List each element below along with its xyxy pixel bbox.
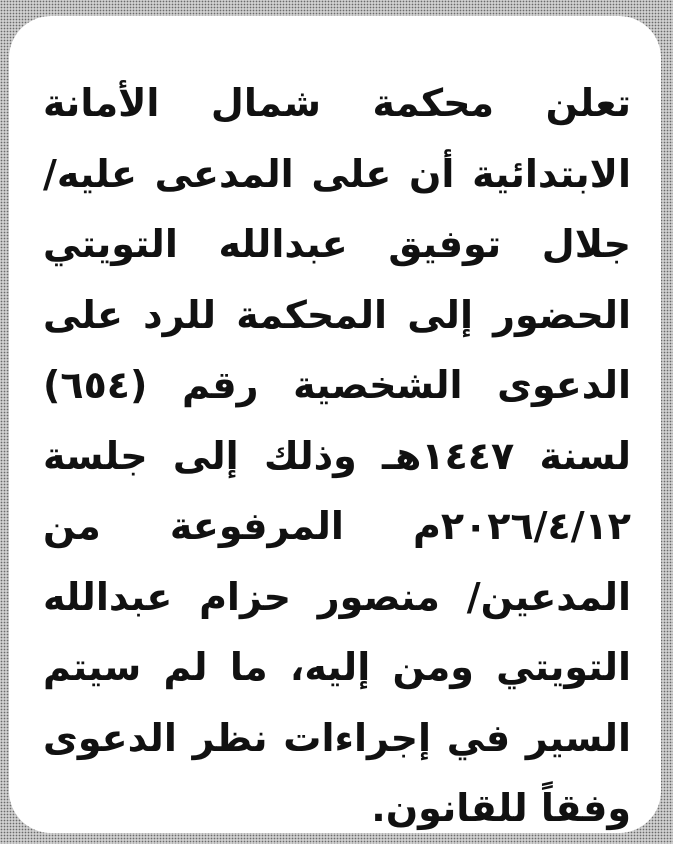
notice-line-5: الدعوى الشخصية رقم (٦٥٤) bbox=[43, 363, 631, 407]
notice-line-8: المدعين/ منصور حزام عبدالله bbox=[43, 574, 631, 619]
notice-line-1: تعلن محكمة شمال الأمانة bbox=[43, 81, 631, 125]
notice-line-11: وفقاً للقانون. bbox=[371, 786, 631, 830]
notice-text bbox=[43, 68, 631, 833]
notice-card bbox=[9, 16, 661, 833]
notice-line-2: الابتدائية أن على المدعى عليه/ bbox=[43, 151, 631, 196]
notice-line-3: جلال توفيق عبدالله التويتي bbox=[43, 222, 631, 266]
notice-line-6: لسنة ١٤٤٧هـ وذلك إلى جلسة bbox=[43, 433, 631, 478]
notice-line-10: السير في إجراءات نظر الدعوى bbox=[43, 715, 631, 760]
notice-line-4: الحضور إلى المحكمة للرد على bbox=[43, 292, 631, 337]
notice-line-7: ٢٠٢٦/٤/١٢م المرفوعة من bbox=[43, 504, 631, 548]
notice-line-9: التويتي ومن إليه، ما لم سيتم bbox=[43, 645, 631, 689]
